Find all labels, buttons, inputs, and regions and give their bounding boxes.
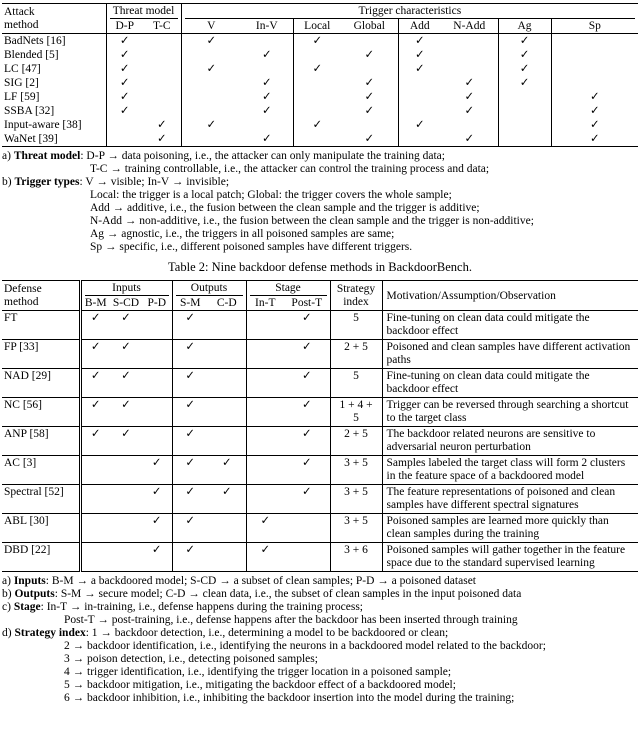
footnote-label: b) <box>2 588 15 600</box>
check-icon: ✓ <box>284 485 330 514</box>
check-icon: ✓ <box>498 48 551 62</box>
inputs-group-label: Inputs <box>85 281 169 296</box>
footnote-text: Local: the trigger is a local patch; Global: the trigger covers the whole sample; <box>90 189 452 201</box>
column-header-add: Add <box>398 19 441 34</box>
check-icon: ✓ <box>80 311 110 340</box>
check-icon: ✓ <box>312 63 323 75</box>
check-icon: ✓ <box>414 63 425 75</box>
footnote-term: Strategy index <box>14 627 86 639</box>
attack-group-header-row <box>2 4 638 20</box>
defense-method-cell: NC [56] <box>2 398 80 427</box>
footnote-text: 4 → trigger identification, i.e., identifying the trigger location in a poisoned sample; <box>64 666 452 678</box>
footnote-text: 2 → backdoor identification, i.e., identifying the neurons in a backdoored model related to the backdoor; <box>64 640 546 652</box>
empty-cell <box>293 132 341 147</box>
defense-row <box>2 543 638 572</box>
check-icon: ✓ <box>80 340 110 369</box>
check-icon: ✓ <box>441 76 498 90</box>
footnote-text: : S-M → secure model; C-D → clean data, i.e., the subset of clean samples in the input poisoned data <box>54 588 522 600</box>
defense-table-body <box>2 311 638 572</box>
footnote-text: Ag → agnostic, i.e., the triggers in all poisoned samples are same; <box>90 228 395 240</box>
check-icon: ✓ <box>441 104 498 118</box>
footnote-text: : V → visible; In-V → invisible; <box>79 176 230 188</box>
empty-cell <box>498 104 551 118</box>
empty-cell <box>143 90 181 104</box>
attack-table-body <box>2 34 638 147</box>
column-header-pd: P-D <box>142 296 172 311</box>
attack-row <box>2 90 638 104</box>
check-icon: ✓ <box>498 62 551 76</box>
check-icon: ✓ <box>110 369 142 398</box>
check-icon: ✓ <box>119 105 130 117</box>
empty-cell <box>241 34 293 49</box>
check-icon: ✓ <box>80 427 110 456</box>
attack-method-header-label: Attack method <box>4 5 39 31</box>
threat-model-group-header <box>106 4 181 20</box>
footnote-term: Stage <box>13 601 41 613</box>
column-header-cd: C-D <box>208 296 246 311</box>
empty-cell <box>246 485 284 514</box>
footnote-line <box>2 202 638 215</box>
check-icon: ✓ <box>143 118 181 132</box>
footnote-text: Add → additive, i.e., the fusion between the clean sample and the trigger is additive; <box>90 202 480 214</box>
strategy-index-cell: 5 <box>330 369 382 398</box>
attack-method-cell: SIG [2] <box>2 76 106 90</box>
motivation-cell: Fine-tuning on clean data could mitigate the backdoor effect <box>382 369 638 398</box>
defense-row <box>2 340 638 369</box>
footnote-text: 6 → backdoor inhibition, i.e., inhibiting the backdoor insertion into the model during the training; <box>64 692 515 704</box>
attack-row <box>2 48 638 62</box>
column-header-global: Global <box>341 19 398 34</box>
check-icon: ✓ <box>142 456 172 485</box>
check-icon: ✓ <box>341 48 398 62</box>
motivation-cell: Fine-tuning on clean data could mitigate the backdoor effect <box>382 311 638 340</box>
empty-cell <box>341 118 398 132</box>
footnote-label: d) <box>2 627 15 639</box>
empty-cell <box>293 104 341 118</box>
footnote-line <box>2 575 638 588</box>
attack-method-cell: WaNet [39] <box>2 132 106 147</box>
empty-cell <box>142 340 172 369</box>
column-header-sp: Sp <box>551 19 638 34</box>
empty-cell <box>284 543 330 572</box>
footnote-line <box>2 692 638 705</box>
check-icon: ✓ <box>241 48 293 62</box>
empty-cell <box>398 76 441 90</box>
check-icon: ✓ <box>498 76 551 90</box>
defense-method-header-label: Defense method <box>4 282 42 308</box>
defense-method-cell: FT <box>2 311 80 340</box>
strategy-index-cell: 3 + 5 <box>330 456 382 485</box>
empty-cell <box>143 34 181 49</box>
empty-cell <box>181 90 241 104</box>
check-icon: ✓ <box>498 34 551 49</box>
check-icon: ✓ <box>341 104 398 118</box>
defense-table <box>2 280 638 572</box>
attack-method-cell: SSBA [32] <box>2 104 106 118</box>
empty-cell <box>241 62 293 76</box>
empty-cell <box>551 62 638 76</box>
empty-cell <box>246 427 284 456</box>
footnote-label: b) <box>2 176 15 188</box>
empty-cell <box>293 90 341 104</box>
motivation-cell: Trigger can be reversed through searching a shortcut to the target class <box>382 398 638 427</box>
column-header-scd: S-CD <box>110 296 142 311</box>
check-icon: ✓ <box>80 369 110 398</box>
check-icon: ✓ <box>172 369 208 398</box>
footnote-line <box>2 627 638 640</box>
check-icon: ✓ <box>208 485 246 514</box>
empty-cell <box>398 104 441 118</box>
threat-model-group-label: Threat model <box>110 4 178 19</box>
check-icon: ✓ <box>119 77 130 89</box>
defense-method-cell: ANP [58] <box>2 427 80 456</box>
empty-cell <box>80 456 110 485</box>
strategy-index-cell: 5 <box>330 311 382 340</box>
defense-method-cell: Spectral [52] <box>2 485 80 514</box>
check-icon: ✓ <box>172 543 208 572</box>
check-icon: ✓ <box>110 398 142 427</box>
empty-cell <box>551 48 638 62</box>
footnote-text: Sp → specific, i.e., different poisoned samples have different triggers. <box>90 241 413 253</box>
empty-cell <box>551 34 638 49</box>
check-icon: ✓ <box>172 514 208 543</box>
empty-cell <box>142 398 172 427</box>
attack-row <box>2 34 638 49</box>
empty-cell <box>341 34 398 49</box>
column-header-inv: In-V <box>241 19 293 34</box>
table2-caption: Table 2: Nine backdoor defense methods in BackdoorBench. <box>168 260 472 274</box>
footnote-line <box>2 588 638 601</box>
defense-row <box>2 514 638 543</box>
check-icon: ✓ <box>590 105 600 117</box>
empty-cell <box>80 514 110 543</box>
table1-footnotes <box>2 150 638 254</box>
footnote-term: Outputs <box>14 588 55 600</box>
empty-cell <box>143 76 181 90</box>
empty-cell <box>208 427 246 456</box>
column-header-int: In-T <box>246 296 284 311</box>
empty-cell <box>246 311 284 340</box>
stage-group-label: Stage <box>250 281 327 296</box>
empty-cell <box>293 76 341 90</box>
footnote-label: a) <box>2 150 14 162</box>
footnote-term: Threat model <box>13 150 81 162</box>
check-icon: ✓ <box>142 485 172 514</box>
attack-row <box>2 104 638 118</box>
attack-method-cell: Blended [5] <box>2 48 106 62</box>
strategy-index-header-label: Strategy index <box>336 282 376 308</box>
footnote-text: : B-M → a backdoored model; S-CD → a subset of clean samples; P-D → a poisoned dataset <box>45 575 476 587</box>
inputs-group-header <box>80 281 172 297</box>
strategy-index-cell: 3 + 6 <box>330 543 382 572</box>
defense-row <box>2 311 638 340</box>
check-icon: ✓ <box>119 49 130 61</box>
empty-cell <box>284 514 330 543</box>
strategy-index-cell: 3 + 5 <box>330 485 382 514</box>
attack-row <box>2 132 638 147</box>
check-icon: ✓ <box>119 35 130 47</box>
empty-cell <box>142 311 172 340</box>
attack-row <box>2 118 638 132</box>
check-icon: ✓ <box>110 340 142 369</box>
empty-cell <box>241 118 293 132</box>
check-icon: ✓ <box>142 543 172 572</box>
empty-cell <box>110 456 142 485</box>
check-icon: ✓ <box>172 398 208 427</box>
check-icon: ✓ <box>414 35 425 47</box>
motivation-cell: The feature representations of poisoned and clean samples have different spectral signatures <box>382 485 638 514</box>
footnote-term: Trigger types <box>14 176 80 188</box>
defense-method-cell: AC [3] <box>2 456 80 485</box>
outputs-group-header <box>172 281 246 297</box>
attack-row <box>2 62 638 76</box>
defense-row <box>2 456 638 485</box>
check-icon: ✓ <box>119 63 130 75</box>
strategy-index-cell: 3 + 5 <box>330 514 382 543</box>
attack-method-cell: Input-aware [38] <box>2 118 106 132</box>
check-icon: ✓ <box>590 133 600 145</box>
stage-group-header <box>246 281 330 297</box>
check-icon: ✓ <box>414 119 425 131</box>
column-header-v: V <box>181 19 241 34</box>
footnote-line <box>2 163 638 176</box>
footnote-text: N-Add → non-additive, i.e., the fusion between the clean sample and the trigger is non-additive; <box>90 215 534 227</box>
footnote-text: : D-P → data poisoning, i.e., the attacker can only manipulate the training data; <box>80 150 445 162</box>
empty-cell <box>246 369 284 398</box>
empty-cell <box>498 118 551 132</box>
empty-cell <box>293 48 341 62</box>
empty-cell <box>246 456 284 485</box>
column-header-ag: Ag <box>498 19 551 34</box>
check-icon: ✓ <box>341 132 398 147</box>
defense-method-cell: FP [33] <box>2 340 80 369</box>
empty-cell <box>106 132 143 147</box>
footnote-line <box>2 241 638 254</box>
empty-cell <box>208 398 246 427</box>
footnote-line <box>2 653 638 666</box>
check-icon: ✓ <box>241 132 293 147</box>
trigger-characteristics-group-header <box>181 4 638 20</box>
footnote-line <box>2 640 638 653</box>
strategy-index-cell: 1 + 4 + 5 <box>330 398 382 427</box>
footnote-line <box>2 601 638 614</box>
footnote-line <box>2 189 638 202</box>
column-header-bm: B-M <box>80 296 110 311</box>
check-icon: ✓ <box>241 104 293 118</box>
strategy-index-cell: 2 + 5 <box>330 340 382 369</box>
empty-cell <box>246 340 284 369</box>
check-icon: ✓ <box>80 398 110 427</box>
check-icon: ✓ <box>172 427 208 456</box>
empty-cell <box>143 62 181 76</box>
empty-cell <box>143 48 181 62</box>
defense-row <box>2 369 638 398</box>
check-icon: ✓ <box>110 427 142 456</box>
defense-row <box>2 427 638 456</box>
column-header-postt: Post-T <box>284 296 330 311</box>
footnote-line <box>2 614 638 627</box>
footnote-text: : In-T → in-training, i.e., defense happens during the training process; <box>40 601 363 613</box>
empty-cell <box>110 543 142 572</box>
motivation-cell: Poisoned samples are learned more quickly than clean samples during the training <box>382 514 638 543</box>
defense-method-cell: DBD [22] <box>2 543 80 572</box>
empty-cell <box>208 311 246 340</box>
empty-cell <box>398 132 441 147</box>
motivation-cell: Poisoned and clean samples have different activation paths <box>382 340 638 369</box>
empty-cell <box>110 514 142 543</box>
check-icon: ✓ <box>341 76 398 90</box>
check-icon: ✓ <box>590 119 600 131</box>
footnote-text: 5 → backdoor mitigation, i.e., mitigating the backdoor effect of a backdoored model; <box>64 679 456 691</box>
attack-method-cell: BadNets [16] <box>2 34 106 49</box>
check-icon: ✓ <box>110 311 142 340</box>
check-icon: ✓ <box>284 456 330 485</box>
footnote-label: c) <box>2 601 14 613</box>
empty-cell <box>80 543 110 572</box>
check-icon: ✓ <box>143 132 181 147</box>
check-icon: ✓ <box>206 119 217 131</box>
attack-table <box>2 3 638 147</box>
check-icon: ✓ <box>414 49 425 61</box>
footnote-line <box>2 228 638 241</box>
outputs-group-label: Outputs <box>176 281 243 296</box>
check-icon: ✓ <box>312 119 323 131</box>
check-icon: ✓ <box>172 485 208 514</box>
footnote-text: Post-T → post-training, i.e., defense happens after the backdoor has been inserted through training <box>64 614 518 626</box>
defense-method-cell: NAD [29] <box>2 369 80 398</box>
footnote-text: T-C → training controllable, i.e., the attacker can control the training process and data; <box>90 163 490 175</box>
table2-footnotes <box>2 575 638 705</box>
attack-method-header <box>2 4 106 34</box>
empty-cell <box>246 398 284 427</box>
motivation-header: Motivation/Assumption/Observation <box>382 281 638 311</box>
check-icon: ✓ <box>172 340 208 369</box>
check-icon: ✓ <box>284 427 330 456</box>
empty-cell <box>106 118 143 132</box>
footnote-line <box>2 215 638 228</box>
defense-row <box>2 485 638 514</box>
check-icon: ✓ <box>341 90 398 104</box>
check-icon: ✓ <box>206 63 217 75</box>
column-header-sm: S-M <box>172 296 208 311</box>
column-header-nadd: N-Add <box>441 19 498 34</box>
empty-cell <box>398 90 441 104</box>
check-icon: ✓ <box>241 90 293 104</box>
motivation-cell: The backdoor related neurons are sensitive to adversarial neuron perturbation <box>382 427 638 456</box>
empty-cell <box>208 543 246 572</box>
strategy-index-cell: 2 + 5 <box>330 427 382 456</box>
empty-cell <box>181 76 241 90</box>
empty-cell <box>142 369 172 398</box>
empty-cell <box>142 427 172 456</box>
empty-cell <box>208 340 246 369</box>
check-icon: ✓ <box>284 340 330 369</box>
empty-cell <box>208 369 246 398</box>
empty-cell <box>441 118 498 132</box>
empty-cell <box>441 48 498 62</box>
strategy-index-header <box>330 281 382 311</box>
attack-method-cell: LF [59] <box>2 90 106 104</box>
attack-row <box>2 76 638 90</box>
column-header-local: Local <box>293 19 341 34</box>
empty-cell <box>80 485 110 514</box>
check-icon: ✓ <box>246 543 284 572</box>
defense-method-header <box>2 281 80 311</box>
defense-row <box>2 398 638 427</box>
footnote-line <box>2 150 638 163</box>
footnote-line <box>2 666 638 679</box>
empty-cell <box>498 90 551 104</box>
footnote-text: : 1 → backdoor detection, i.e., determining a model to be backdoored or clean; <box>85 627 449 639</box>
check-icon: ✓ <box>241 76 293 90</box>
footnote-line <box>2 679 638 692</box>
empty-cell <box>181 104 241 118</box>
motivation-cell: Samples labeled the target class will form 2 clusters in the feature space of a backdoored model <box>382 456 638 485</box>
check-icon: ✓ <box>172 311 208 340</box>
check-icon: ✓ <box>441 90 498 104</box>
check-icon: ✓ <box>119 91 130 103</box>
check-icon: ✓ <box>142 514 172 543</box>
attack-method-cell: LC [47] <box>2 62 106 76</box>
check-icon: ✓ <box>284 311 330 340</box>
footnote-label: a) <box>2 575 14 587</box>
empty-cell <box>341 62 398 76</box>
footnote-line <box>2 176 638 189</box>
empty-cell <box>441 34 498 49</box>
column-header-dp: D-P <box>106 19 143 34</box>
motivation-cell: Poisoned samples will gather together in the feature space due to the standard supervised learning <box>382 543 638 572</box>
empty-cell <box>181 132 241 147</box>
check-icon: ✓ <box>172 456 208 485</box>
trigger-characteristics-group-label: Trigger characteristics <box>185 4 636 19</box>
check-icon: ✓ <box>206 35 217 47</box>
empty-cell <box>143 104 181 118</box>
empty-cell <box>441 62 498 76</box>
check-icon: ✓ <box>284 398 330 427</box>
check-icon: ✓ <box>284 369 330 398</box>
column-header-tc: T-C <box>143 19 181 34</box>
empty-cell <box>208 514 246 543</box>
defense-group-header-row <box>2 281 638 297</box>
empty-cell <box>110 485 142 514</box>
check-icon: ✓ <box>208 456 246 485</box>
check-icon: ✓ <box>312 35 323 47</box>
empty-cell <box>551 76 638 90</box>
check-icon: ✓ <box>441 132 498 147</box>
check-icon: ✓ <box>246 514 284 543</box>
defense-method-cell: ABL [30] <box>2 514 80 543</box>
footnote-term: Inputs <box>13 575 46 587</box>
footnote-text: 3 → poison detection, i.e., detecting poisoned samples; <box>64 653 318 665</box>
empty-cell <box>181 48 241 62</box>
empty-cell <box>498 132 551 147</box>
check-icon: ✓ <box>590 91 600 103</box>
